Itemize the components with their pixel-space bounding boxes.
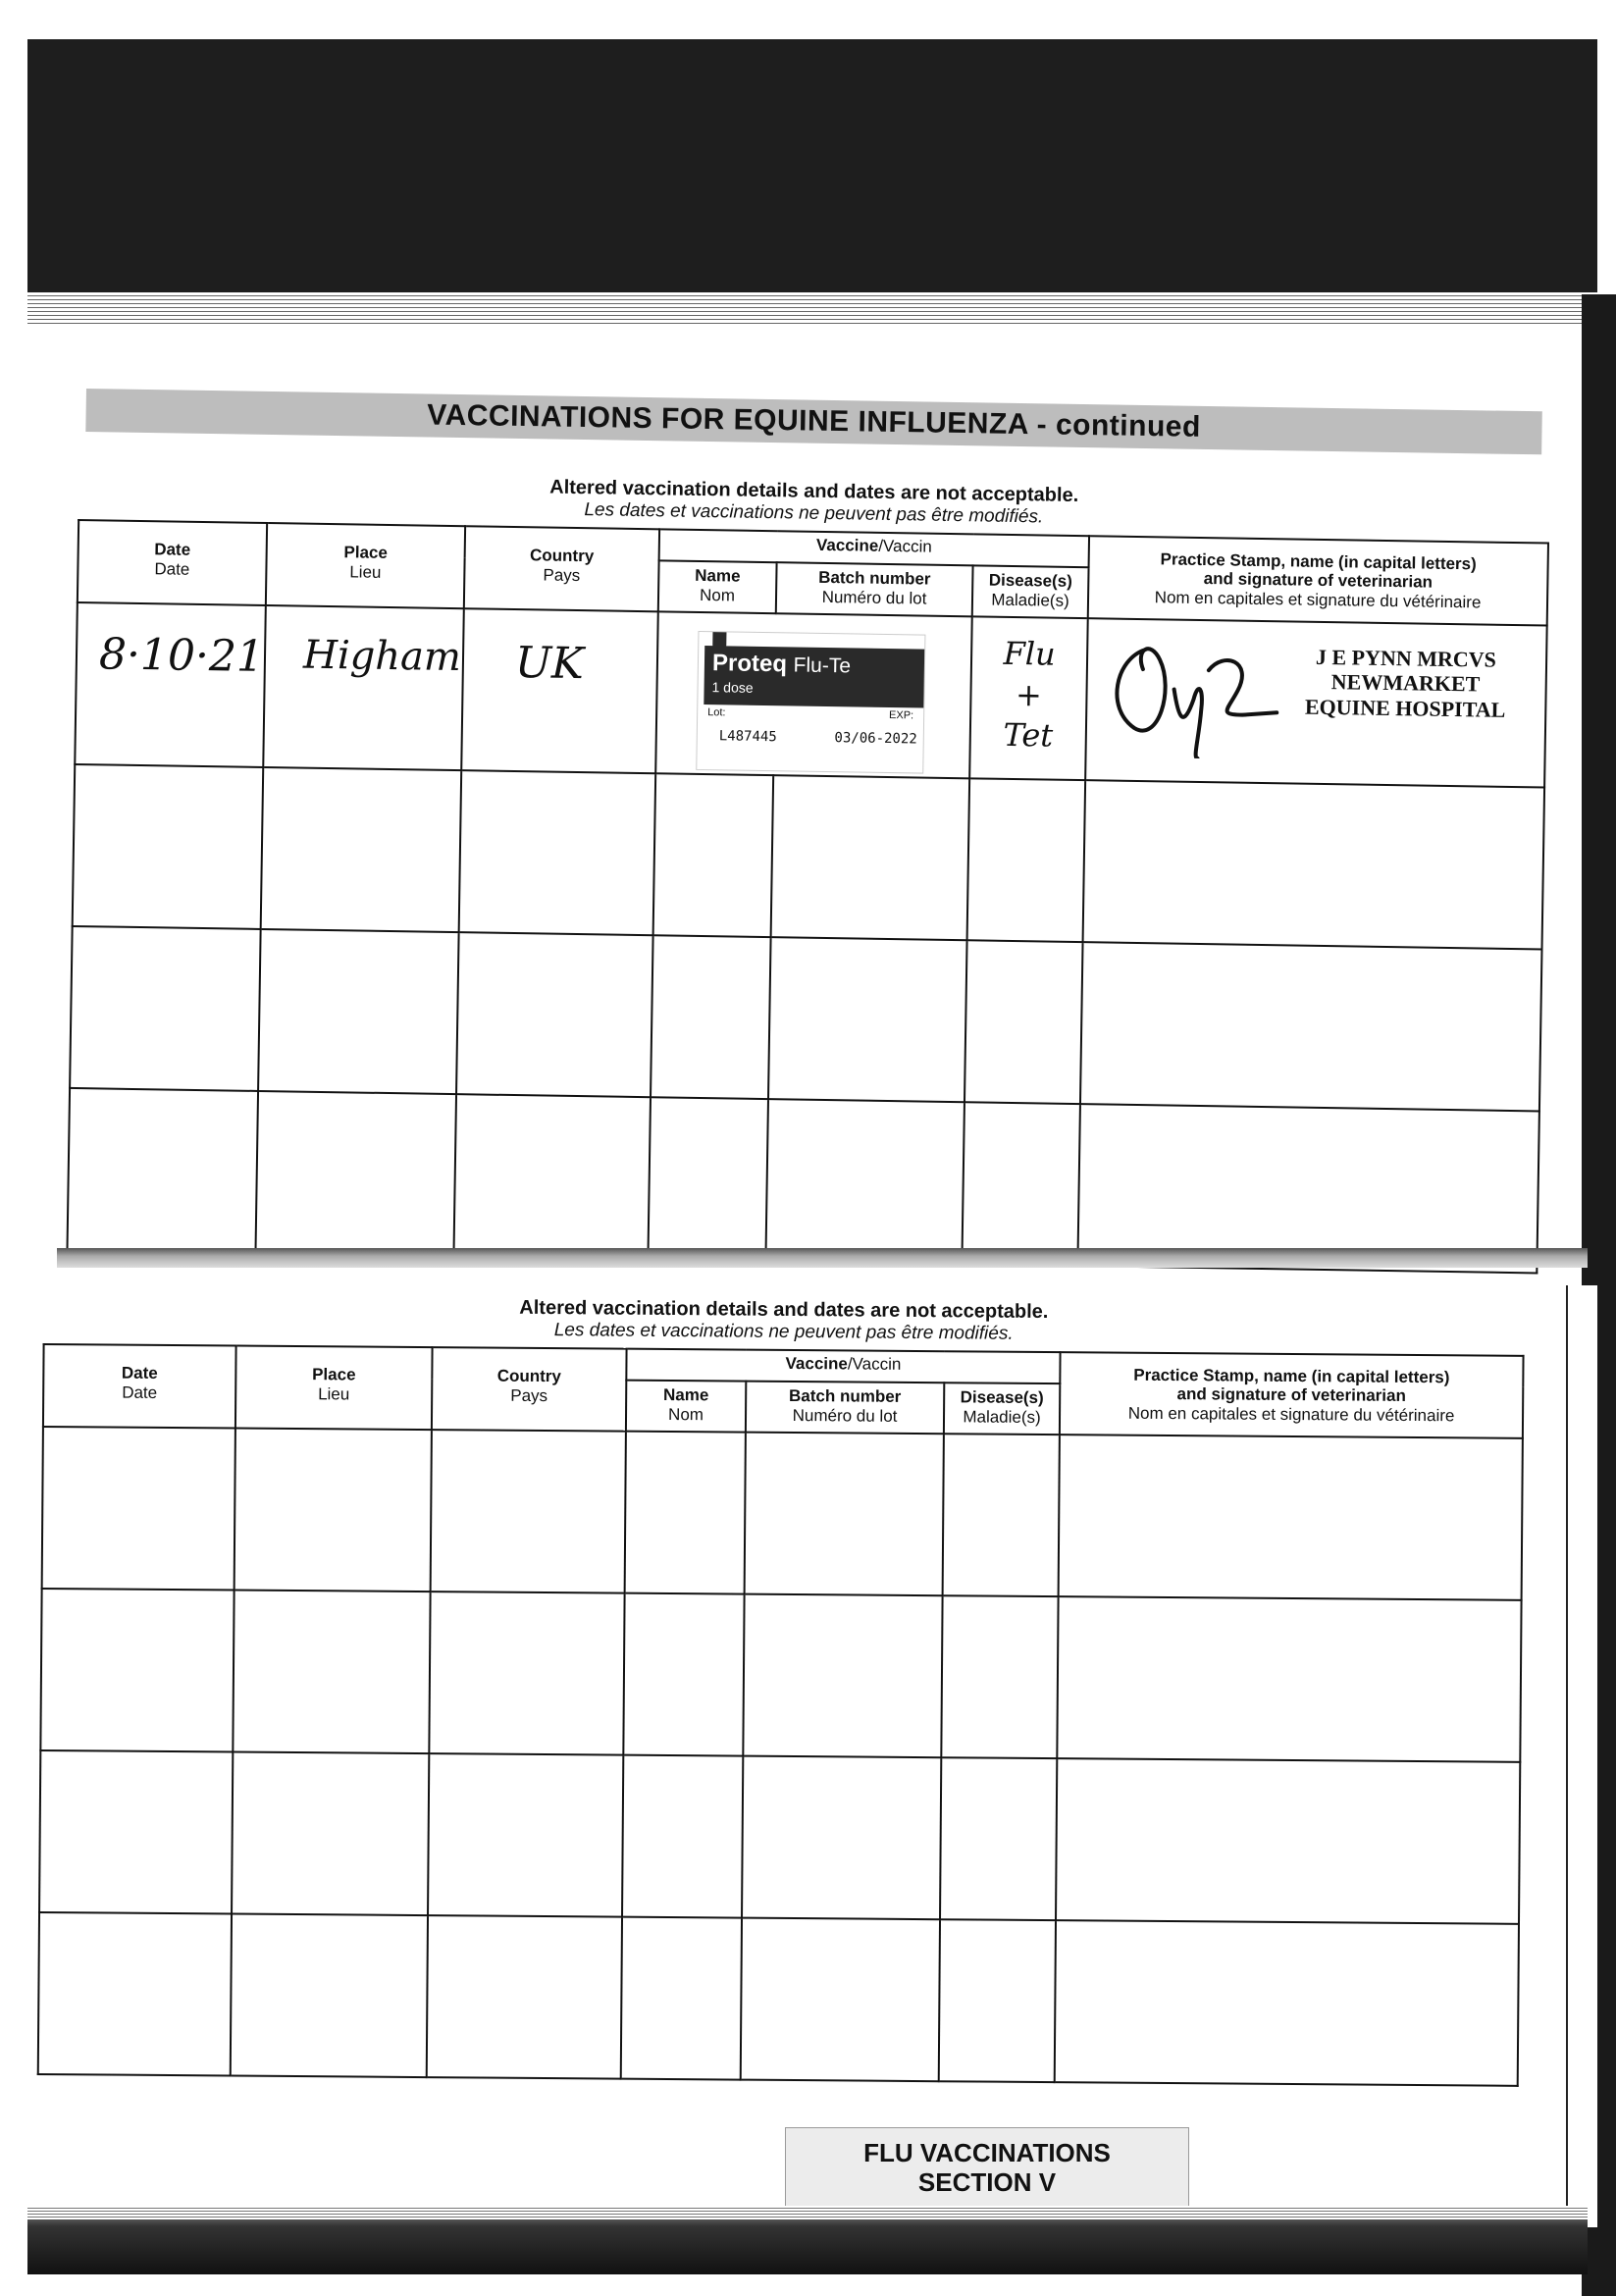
notice — [43, 1293, 1525, 1349]
table-row — [38, 1912, 1519, 2086]
header-place: Place Lieu — [235, 1346, 433, 1431]
table-row — [39, 1750, 1520, 1924]
vaccination-table-1 — [66, 519, 1549, 1274]
table-row — [70, 926, 1541, 1112]
header-batch: Batch number Numéro du lot — [746, 1382, 944, 1435]
footer-line1: FLU VACCINATIONS — [863, 2138, 1111, 2168]
header-country: Country Pays — [464, 526, 659, 611]
table-row — [42, 1427, 1523, 1600]
country-handwritten: UK — [514, 638, 585, 690]
sticker-exp-label: EXP: — [888, 709, 914, 722]
header-practice: Practice Stamp, name (in capital letters) and signature of veterinarian Nom en capitales et signature du vétérinaire — [1088, 536, 1548, 625]
header-name: Name Nom — [658, 560, 777, 613]
vaccination-section-2 — [37, 1293, 1525, 2087]
header-name: Name Nom — [626, 1381, 746, 1433]
page-edges — [27, 292, 1597, 326]
sticker-lot: L487445 — [718, 728, 777, 746]
scan-dark-band-bottom — [27, 2206, 1588, 2274]
page-edge-right — [1566, 1285, 1597, 2227]
table-row — [40, 1589, 1521, 1762]
notice-en: Altered vaccination details and dates are not acceptable. — [549, 476, 1079, 507]
sticker-lot-label: Lot: — [707, 706, 726, 719]
disease-cell — [969, 616, 1088, 780]
disease-handwritten: Flu + Tet — [1003, 634, 1056, 755]
notice-en: Altered vaccination details and dates are not acceptable. — [519, 1296, 1049, 1324]
page-fold-band — [57, 1248, 1588, 1268]
header-batch: Batch number Numéro du lot — [776, 562, 973, 616]
header-practice: Practice Stamp, name (in capital letters) and signature of veterinarian Nom en capitales et signature du vétérinaire — [1060, 1352, 1524, 1438]
header-disease: Disease(s) Maladie(s) — [972, 565, 1089, 618]
header-vaccine: Vaccine/Vaccin — [659, 529, 1089, 567]
header-vaccine: Vaccine/Vaccin — [626, 1349, 1060, 1383]
header-disease: Disease(s) Maladie(s) — [944, 1383, 1060, 1435]
page-edges — [27, 2206, 1588, 2219]
sticker-dose: 1 dose — [711, 679, 754, 696]
vaccine-label-cell — [655, 611, 972, 778]
notice-fr: Les dates et vaccinations ne peuvent pas être modifiés. — [584, 499, 1044, 528]
place-handwritten: Higham — [302, 632, 462, 681]
vaccine-sticker — [696, 631, 925, 774]
vet-signature — [1105, 629, 1283, 759]
header-date: Date Date — [78, 520, 267, 605]
header-country: Country Pays — [432, 1347, 627, 1432]
practice-stamp: J E PYNN MRCVS NEWMARKET EQUINE HOSPITAL — [1304, 644, 1506, 722]
sticker-brand: Proteq — [711, 650, 788, 678]
footer-line2: SECTION V — [917, 2167, 1057, 2197]
notice-fr: Les dates et vaccinations ne peuvent pas être modifiés. — [553, 1320, 1014, 1344]
sticker-product: Flu-Te — [793, 653, 852, 678]
section-title: VACCINATIONS FOR EQUINE INFLUENZA - continued — [427, 398, 1202, 444]
header-place: Place Lieu — [266, 523, 465, 608]
table-row — [73, 764, 1544, 950]
date-handwritten: 8·10·21 — [98, 629, 265, 682]
section-footer-label — [785, 2127, 1189, 2210]
practice-cell — [1085, 618, 1547, 787]
place-cell — [263, 605, 464, 770]
header-date: Date Date — [43, 1344, 236, 1429]
country-cell — [461, 608, 658, 773]
sticker-exp: 03/06-2022 — [834, 730, 917, 748]
scan-dark-band-top — [27, 39, 1597, 296]
table-row — [67, 1088, 1538, 1274]
date-cell — [75, 602, 266, 767]
vaccination-section-1 — [66, 469, 1549, 1274]
vaccination-table-2 — [37, 1343, 1525, 2087]
section-title-band — [85, 389, 1542, 454]
table-row — [75, 602, 1546, 788]
